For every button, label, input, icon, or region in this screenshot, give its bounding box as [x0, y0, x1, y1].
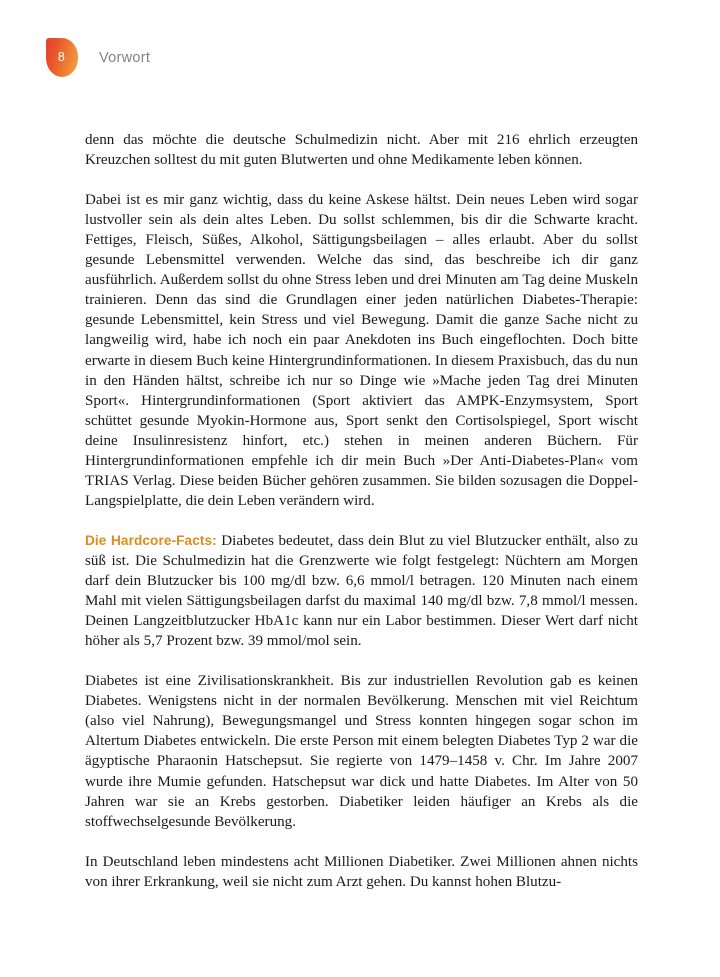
paragraph-4: Diabetes ist eine Zivilisationskrankheit. Bis zur industriellen Revolution gab es keinen Diabetes. Wenigstens nicht in der normalen Bevölkerung. Menschen mit viel Reichtum (also viel Nahrung), Bewegungsmangel und Stress konnten hingegen sogar schon im Altertum Diabetes entwickeln. Die erste Person mit einem belegten Diabetes Typ 2 war die ägyptische Pharaonin Hatschepsut. Sie regierte von 1479–1458 v. Chr. Im Jahre 2007 wurde ihre Mumie gefunden. Hatschepsut war dick und hatte Diabetes. Im Alter von 50 Jahren war sie an Krebs gestorben. Diabetiker leiden häufiger an Krebs als die stoffwechselgesunde Bevölkerung.	[85, 673, 638, 830]
paragraph-2: Dabei ist es mir ganz wichtig, dass du keine Askese hältst. Dein neues Leben wird sogar lustvoller sein als dein altes Leben. Du sollst schlemmen, bis dir die Schwarte kracht. Fettiges, Fleisch, Süßes, Alkohol, Sättigungsbeilagen – alles erlaubt. Aber du sollst gesunde Lebensmittel verwenden. Welche das sind, das beschreibe ich dir ganz ausführlich. Außerdem sollst du ohne Stress leben und drei Minuten am Tag deine Muskeln trainieren. Denn das sind die Grundlagen einer jeden natürlichen Diabetes-Therapie: gesunde Lebensmittel, kein Stress und viel Bewegung. Damit die ganze Sache nicht zu langweilig wird, habe ich noch ein paar Anekdoten ins Buch eingeflochten. Doch bitte erwarte in diesem Buch keine Hintergrundinformationen. In diesem Praxisbuch, das du nun in den Händen hältst, schreibe ich nur so Dinge wie »Mache jeden Tag drei Minuten Sport«. Hintergrundinformationen (Sport aktiviert das AMPK-Enzymsystem, Sport schüttet gesunde Myokin-Hormone aus, Sport senkt den Cortisolspiegel, Sport wischt deine Insulinresistenz hinfort, etc.) stehen in meinen anderen Büchern. Für Hintergrundinformationen empfehle ich dir mein Buch »Der Anti-Diabetes-Plan« vom TRIAS Verlag. Diese beiden Bücher gehören zusammen. Sie bilden sozusagen die Doppel-Langspielplatte, die dein Leben verändern wird.	[85, 192, 638, 509]
hardcore-facts-lead-in: Die Hardcore-Facts:	[85, 532, 217, 548]
paragraph-3	[85, 531, 638, 651]
paragraph-3-text: Diabetes bedeutet, dass dein Blut zu viel Blutzucker enthält, also zu süß ist. Die Schulmedizin hat die Grenzwerte wie folgt festgelegt: Nüchtern am Morgen darf dein Blutzucker bis 100 mg/dl bzw. 6,6 mmol/l betragen. 120 Minuten nach einem Mahl mit vielen Sättigungsbeilagen darfst du maximal 140 mg/dl bzw. 7,8 mmol/l messen. Deinen Langzeitblutzucker HbA1c kann nur ein Labor bestimmen. Dieser Wert darf nicht höher als 5,7 Prozent bzw. 39 mmol/mol sein.	[85, 532, 638, 650]
body-text-column	[85, 130, 638, 892]
running-head	[46, 38, 150, 77]
chapter-title: Vorwort	[99, 49, 151, 66]
page-number: 8	[57, 50, 66, 65]
paragraph-5: In Deutschland leben mindestens acht Millionen Diabetiker. Zwei Millionen ahnen nichts von ihrer Erkrankung, weil sie nicht zum Arzt gehen. Du kannst hohen Blutzu-	[85, 853, 638, 890]
paragraph-1: denn das möchte die deutsche Schulmedizin nicht. Aber mit 216 ehrlich erzeugten Kreuzchen solltest du mit guten Blutwerten und ohne Medikamente leben können.	[85, 132, 638, 169]
page-number-badge	[46, 38, 78, 77]
